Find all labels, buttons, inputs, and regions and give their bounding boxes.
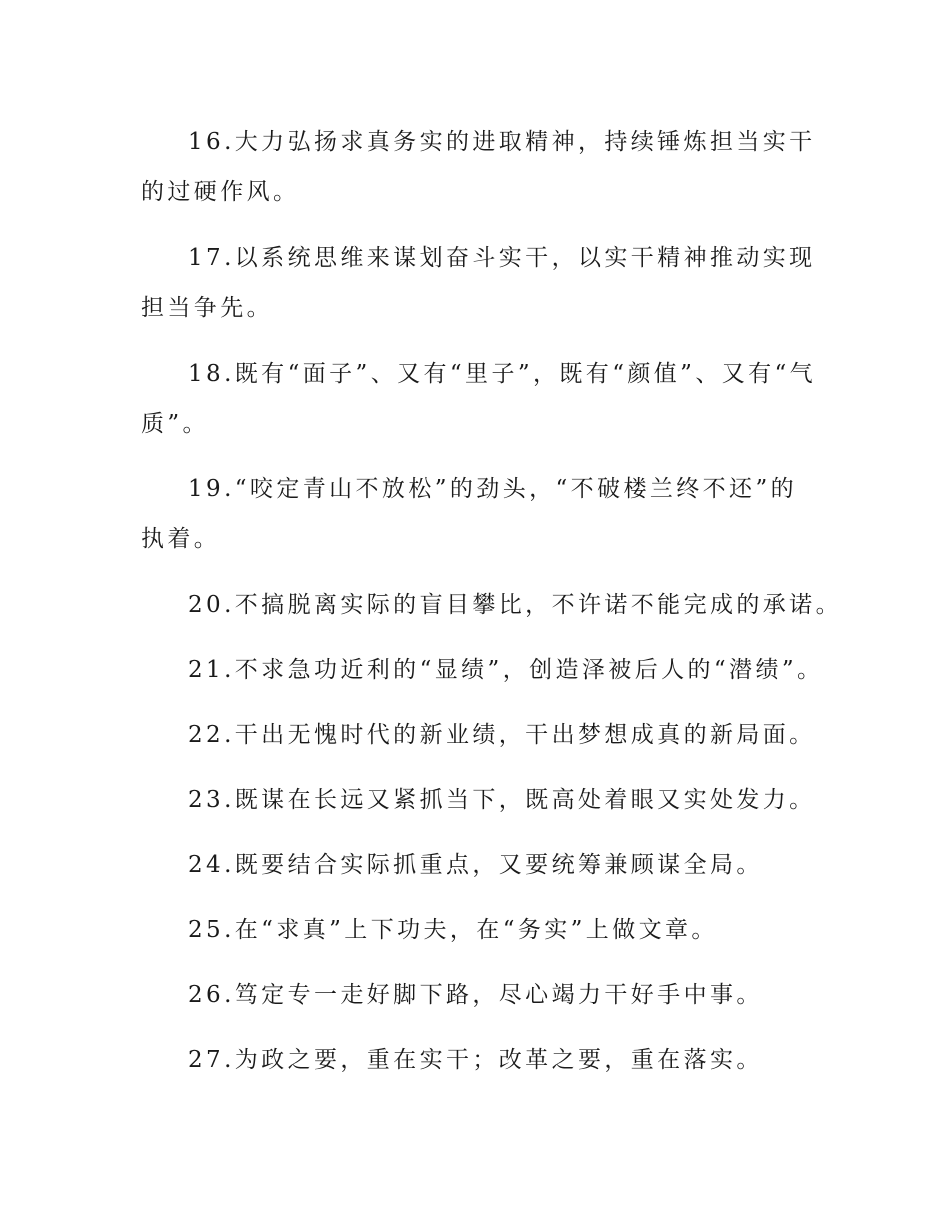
- paragraph-26: 26.笃定专一走好脚下路，尽心竭力干好手中事。: [188, 982, 763, 1008]
- paragraph-18: 18.既有“面子”、又有“里子”，既有“颜值”、又有“气质”。: [141, 361, 817, 437]
- paragraph-21: 21.不求急功近利的“显绩”，创造泽被后人的“潜绩”。: [188, 657, 824, 683]
- paragraph-25: 25.在“求真”上下功夫，在“务实”上做文章。: [188, 917, 718, 943]
- paragraph-27: 27.为政之要，重在实干；改革之要，重在落实。: [188, 1047, 763, 1073]
- paragraph-22: 22.干出无愧时代的新业绩，干出梦想成真的新局面。: [188, 722, 816, 748]
- paragraph-16: 16.大力弘扬求真务实的进取精神，持续锤炼担当实干的过硬作风。: [141, 129, 816, 205]
- paragraph-23: 23.既谋在长远又紧抓当下，既高处着眼又实处发力。: [188, 787, 816, 813]
- paragraph-24: 24.既要结合实际抓重点，又要统筹兼顾谋全局。: [188, 852, 763, 878]
- paragraph-17: 17.以系统思维来谋划奋斗实干，以实干精神推动实现担当争先。: [141, 245, 816, 321]
- paragraph-19: 19.“咬定青山不放松”的劲头，“不破楼兰终不还”的执着。: [141, 476, 798, 552]
- paragraph-20: 20.不搞脱离实际的盲目攀比，不许诺不能完成的承诺。: [188, 592, 842, 618]
